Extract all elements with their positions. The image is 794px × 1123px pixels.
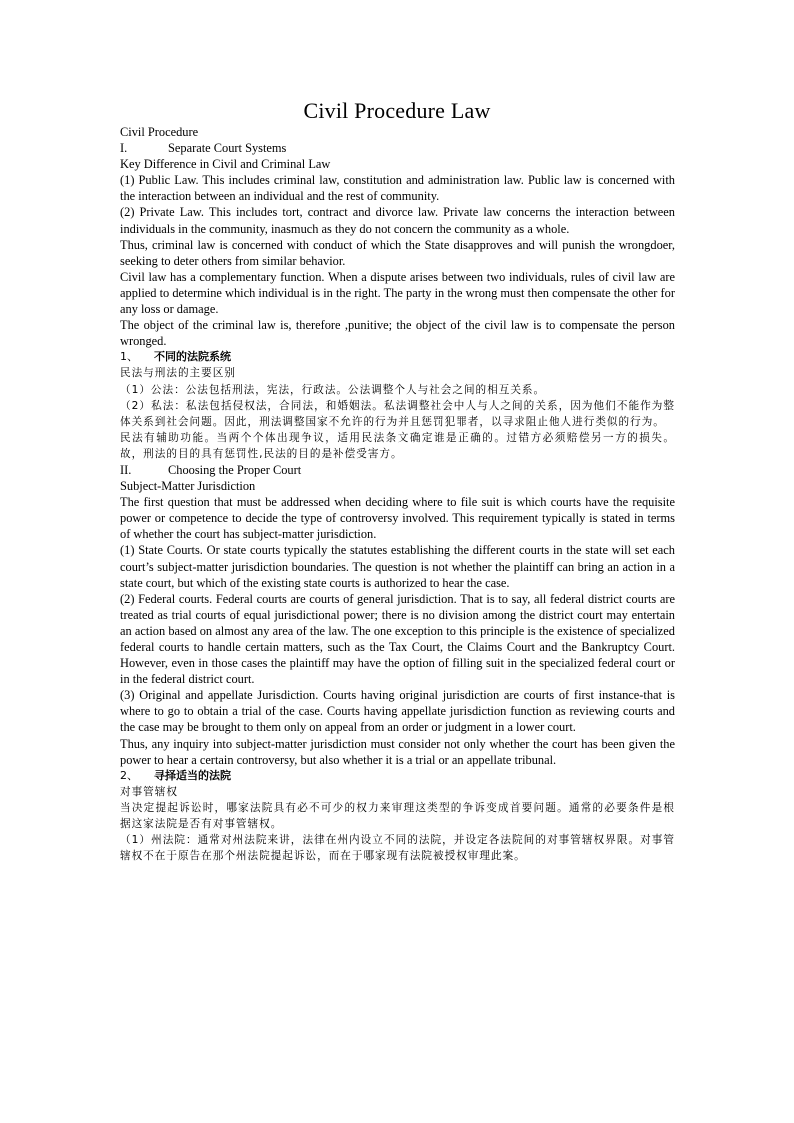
section-number: I.: [120, 141, 128, 156]
paragraph: (1) Public Law. This includes criminal law, constitution and administration law. Public law is concerned with the interaction between an individual and the rest of community.: [120, 173, 675, 204]
paragraph: Thus, any inquiry into subject-matter jurisdiction must consider not only whether the court has been given the power to hear a certain controversy, but also whether it is a trial or an appellate tribunal.: [120, 736, 675, 767]
chinese-paragraph: 对事管辖权: [120, 785, 178, 798]
section-number: 2、: [120, 768, 138, 782]
paragraph: (2) Private Law. This includes tort, contract and divorce law. Private law concerns the interaction between individuals in the community, inasmuch as they do not concern the community as a whole.: [120, 205, 675, 236]
paragraph: Thus, criminal law is concerned with conduct of which the State disapproves and will punish the wrongdoer, seeking to deter others from similar behavior.: [120, 237, 675, 268]
section-title: Choosing the Proper Court: [168, 462, 302, 477]
section-number: 1、: [120, 350, 138, 364]
section-heading: [120, 768, 675, 784]
chinese-paragraph: 民法与刑法的主要区别: [120, 367, 236, 380]
section-heading: [120, 462, 675, 478]
paragraph: (3) Original and appellate Jurisdiction. Courts having original jurisdiction are courts of first instance-that is where to go to obtain a trial of the case. Courts having appellate jurisdiction function as reviewing courts and the case may be brought to them only on appeal from an order or judgment in a lower court.: [120, 688, 675, 735]
paragraph: Subject-Matter Jurisdiction: [120, 479, 256, 494]
chinese-paragraph: （1）州法院：通常对州法院来讲，法律在州内设立不同的法院，并设定各法院间的对事管辖权界限。对事管辖权不在于原告在那个州法院提起诉讼，而在于哪家现有法院被授权审理此案。: [120, 834, 675, 863]
paragraph: (2) Federal courts. Federal courts are courts of general jurisdiction. That is to say, all federal district courts are treated as trial courts of equal jurisdictional power; there is no division among the district court may entertain an action based on almost any area of the law. The one exception to this principle is the existence of specialized federal courts to handle certain matters, such as the Tax Court, the Claims Court and the Bankruptcy Court. However, even in those cases the plaintiff may have the option of filling suit in the specialized federal court or in the federal district court.: [120, 591, 675, 687]
paragraph: The first question that must be addressed when deciding where to file suit is which courts have the requisite power or competence to decide the type of controversy involved. This requirement typically is stated in terms of whether the court has subject-matter jurisdiction.: [120, 495, 675, 542]
section-heading: [120, 140, 675, 156]
section-heading: [120, 349, 675, 365]
chinese-paragraph: 当决定提起诉讼时，哪家法院具有必不可少的权力来审理这类型的争诉变成首要问题。通常的必要条件是根据这家法院是否有对事管辖权。: [120, 801, 675, 831]
chinese-paragraph: （2）私法：私法包括侵权法，合同法，和婚姻法。私法调整社会中人与人之间的关系，因为他们不能作为整体关系到社会问题。因此，刑法调整国家不允许的行为并且惩罚犯罪者，以寻求阻止他人进行类似的行为。: [120, 399, 675, 428]
chinese-paragraph: （1）公法：公法包括刑法，宪法，行政法。公法调整个人与社会之间的相互关系。: [120, 383, 546, 396]
section-title: 不同的法院系统: [154, 350, 231, 364]
paragraph: Civil law has a complementary function. When a dispute arises between two individuals, rules of civil law are applied to determine which individual is in the right. The party in the wrong must then compensate the other for any loss or damage.: [120, 269, 675, 317]
document-title: Civil Procedure Law: [303, 98, 491, 123]
paragraph: Civil Procedure: [120, 125, 199, 139]
chinese-paragraph: 民法有辅助功能。当两个个体出现争议，适用民法条文确定谁是正确的。过错方必须赔偿另一方的损失。故，刑法的目的具有惩罚性,民法的目的是补偿受害方。: [120, 431, 675, 460]
paragraph: The object of the criminal law is, therefore ,punitive; the object of the civil law is to compensate the person wronged.: [120, 318, 675, 349]
section-title: 寻择适当的法院: [154, 768, 231, 782]
section-title: Separate Court Systems: [168, 141, 287, 156]
document-body: [120, 124, 675, 864]
paragraph: Key Difference in Civil and Criminal Law: [120, 157, 331, 172]
section-number: II.: [120, 462, 132, 477]
paragraph: (1) State Courts. Or state courts typically the statutes establishing the different courts in the state will set each court’s subject-matter jurisdiction boundaries. The question is not whether the plaintiff can bring an action in a state court, but which of the existing state courts is authorized to hear the case.: [120, 543, 675, 590]
